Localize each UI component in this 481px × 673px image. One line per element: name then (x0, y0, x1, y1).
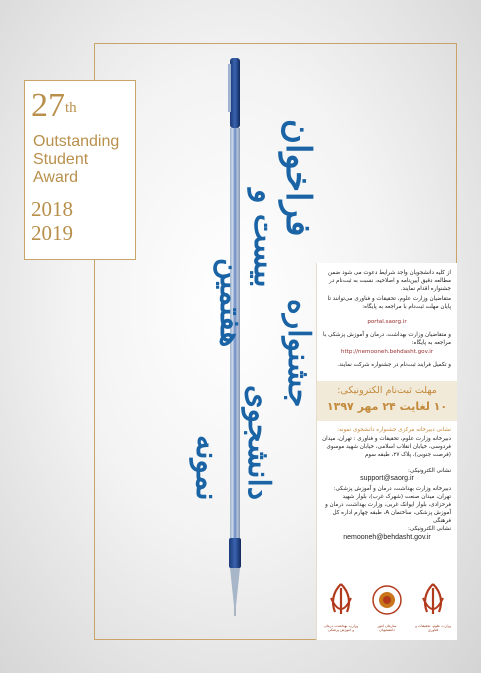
deadline-date: ۱۰ لغایت ۲۴ مهر ۱۳۹۷ (326, 400, 448, 413)
iran-emblem-icon (415, 580, 451, 620)
info-msrt-instructions: متقاضیان وزارت علوم، تحقیقات و فناوری می‌توانند تا پایان مهلت ثبت‌نام با مراجعه به پایگاه: (327, 296, 451, 310)
award-year-2018: 2018 (31, 197, 73, 221)
health-ministry-logo (323, 580, 359, 632)
saorg-logo-caption: سازمان امور دانشجویان (377, 624, 397, 632)
url-nemooneh-behdasht[interactable]: http://nemooneh.behdasht.gov.ir (340, 349, 434, 355)
msrt-logo-caption: وزارت علوم، تحقیقات و فناوری (415, 624, 451, 632)
award-line-award: Award (33, 169, 79, 186)
email-label-health: نشانی الکترونیکی: (408, 526, 451, 532)
title-word-farakhan: فراخوان (278, 119, 318, 237)
url-portal-saorg[interactable]: portal.saorg.ir (367, 319, 407, 325)
flower-emblem-icon (369, 580, 405, 620)
award-box (24, 80, 136, 260)
award-line-outstanding: Outstanding (33, 133, 120, 150)
address-health: دبیرخانه وزارت بهداشت، درمان و آموزش پزشکی: تهران، میدان صنعت (شهرک غرب)، بلوار شهید فرحزادی، بلوار ایوانک غربی، وزارت بهداشت، درمان و آموزش پزشکی، ساختمان A، طبقه چهارم اداره کل فرهنگی (325, 486, 451, 524)
email-saorg[interactable]: support@saorg.ir (360, 475, 414, 482)
info-health-instructions: و متقاضیان وزارت بهداشت، درمان و آموزش پزشکی با مراجعه به پایگاه: (323, 332, 451, 346)
logos-row (317, 574, 457, 632)
title-word-nemooneh: نمونه (189, 435, 224, 501)
award-number: 27th (31, 87, 77, 124)
address-msrt: دبیرخانه وزارت علوم، تحقیقات و فناوری : تهران، میدان فردوسی، خیابان انقلاب اسلامی، خیابان شهید موسوی (فرصت جنوبی)، پلاک ۲۷، طبقه سوم (322, 436, 451, 458)
title-word-daneshjoo: دانشجوی (241, 385, 276, 501)
award-year-2019: 2019 (31, 221, 73, 245)
address-title: نشانی دبیرخانه مرکزی جشنواره دانشجوی نمونه: (337, 427, 451, 433)
title-word-haftomin: هفتمین (213, 258, 248, 348)
email-label-msrt: نشانی الکترونیکی: (408, 468, 451, 474)
saorg-logo (369, 580, 405, 632)
title-stack (170, 118, 320, 518)
award-line-student: Student (33, 151, 89, 168)
award-number-suffix: th (65, 100, 77, 116)
deadline-title: مهلت ثبت‌نام الکترونیکی: (337, 385, 437, 396)
health-ministry-logo-caption: وزارت بهداشت، درمان و آموزش پزشکی (323, 624, 359, 632)
info-complete-registration: و تکمیل فرایند ثبت‌نام در جشنواره شرکت نمایند. (337, 362, 451, 368)
title-word-jashnvareh: جشنواره (281, 298, 316, 408)
iran-emblem-icon (323, 580, 359, 620)
info-invitation: از کلیه دانشجویان واجد شرایط دعوت می شود ضمن مطالعه دقیق آیین‌نامه و اصلاحیه، نسبت به ثبت‌نام در جشنواره اقدام نمایند. (328, 270, 451, 292)
email-behdasht[interactable]: nemooneh@behdasht.gov.ir (343, 534, 431, 541)
info-panel (316, 263, 457, 640)
title-word-bist-o: بیست و (247, 188, 282, 288)
msrt-logo (415, 580, 451, 632)
